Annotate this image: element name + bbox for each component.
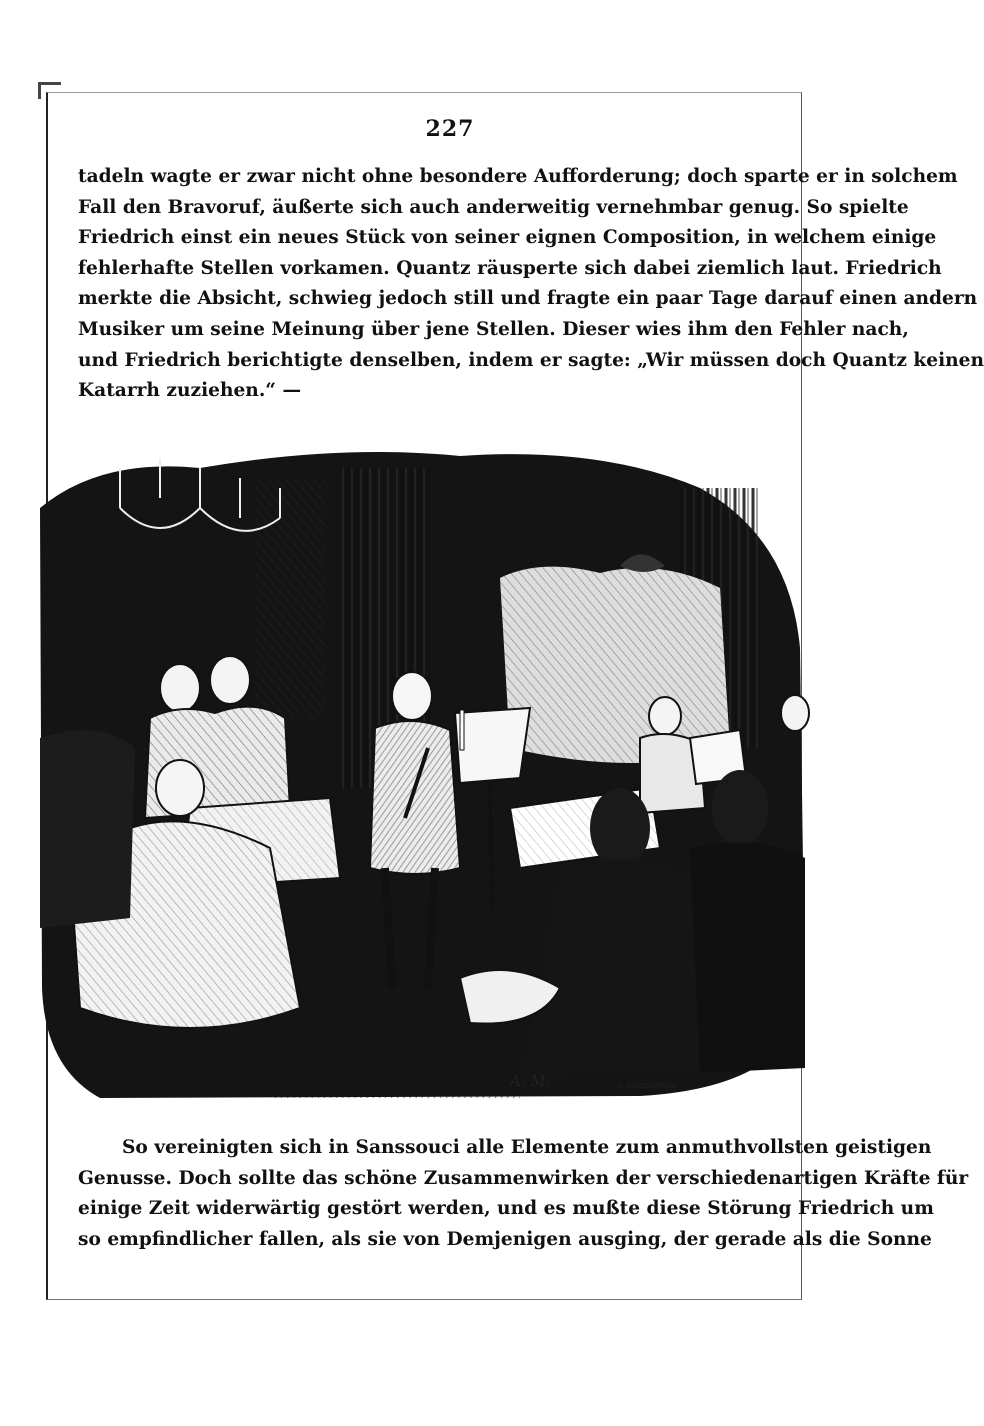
top-paragraph [78,162,984,407]
bottom-paragraph [78,1133,969,1255]
candle-icon [460,710,464,750]
text-line: Katarrh zuziehen.“ — [78,380,302,402]
violinist-head [649,697,681,735]
lady-hair [590,788,650,868]
text-line: Musiker um seine Meinung über jene Stellen. Dieser wies ihm den Fehler nach, [78,318,909,340]
listener-head [160,664,200,712]
lady-hair [712,770,768,846]
lady-dress [690,842,805,1073]
flutist-head [392,672,432,720]
artist-signature: A. M. [510,1072,551,1090]
text-line: und Friedrich berichtigte denselben, indem er sagte: „Wir müssen doch Quantz keinen [78,349,984,371]
music-stand [455,708,530,783]
engraving-svg [40,448,810,1100]
concert-engraving [40,448,810,1100]
text-line: tadeln wagte er zwar nicht ohne besondere Aufforderung; doch sparte er in solchem [78,166,958,187]
text-line: merkte die Absicht, schwieg jedoch still und fragte ein paar Tage darauf einen andern [78,288,978,310]
page-number: 227 [425,116,475,142]
listener-head [210,656,250,704]
seated-lady-head [156,760,204,816]
text-line: Friedrich einst ein neues Stück von seiner eignen Composition, in welchem einige [78,227,937,249]
engraver-signature: L. Kretzschmar [618,1081,678,1090]
violinist-head [781,695,809,731]
wall-panel [255,478,325,718]
text-line: fehlerhafte Stellen vorkamen. Quantz räusperte sich dabei ziemlich laut. Friedrich [78,257,942,279]
text-line: Fall den Bravoruf, äußerte sich auch anderweitig vernehmbar genug. So spielte [78,196,909,218]
text-line: so empfindlicher fallen, als sie von Demjenigen ausging, der gerade als die Sonne [78,1228,932,1250]
text-line: einige Zeit widerwärtig gestört werden, und es mußte diese Störung Friedrich um [78,1198,934,1220]
text-line: So vereinigten sich in Sanssouci alle Elemente zum anmuthvollsten geistigen [122,1137,932,1158]
foreground-figure [40,730,135,928]
text-line: Genusse. Doch sollte das schöne Zusammenwirken der verschiedenartigen Kräfte für [78,1167,969,1189]
